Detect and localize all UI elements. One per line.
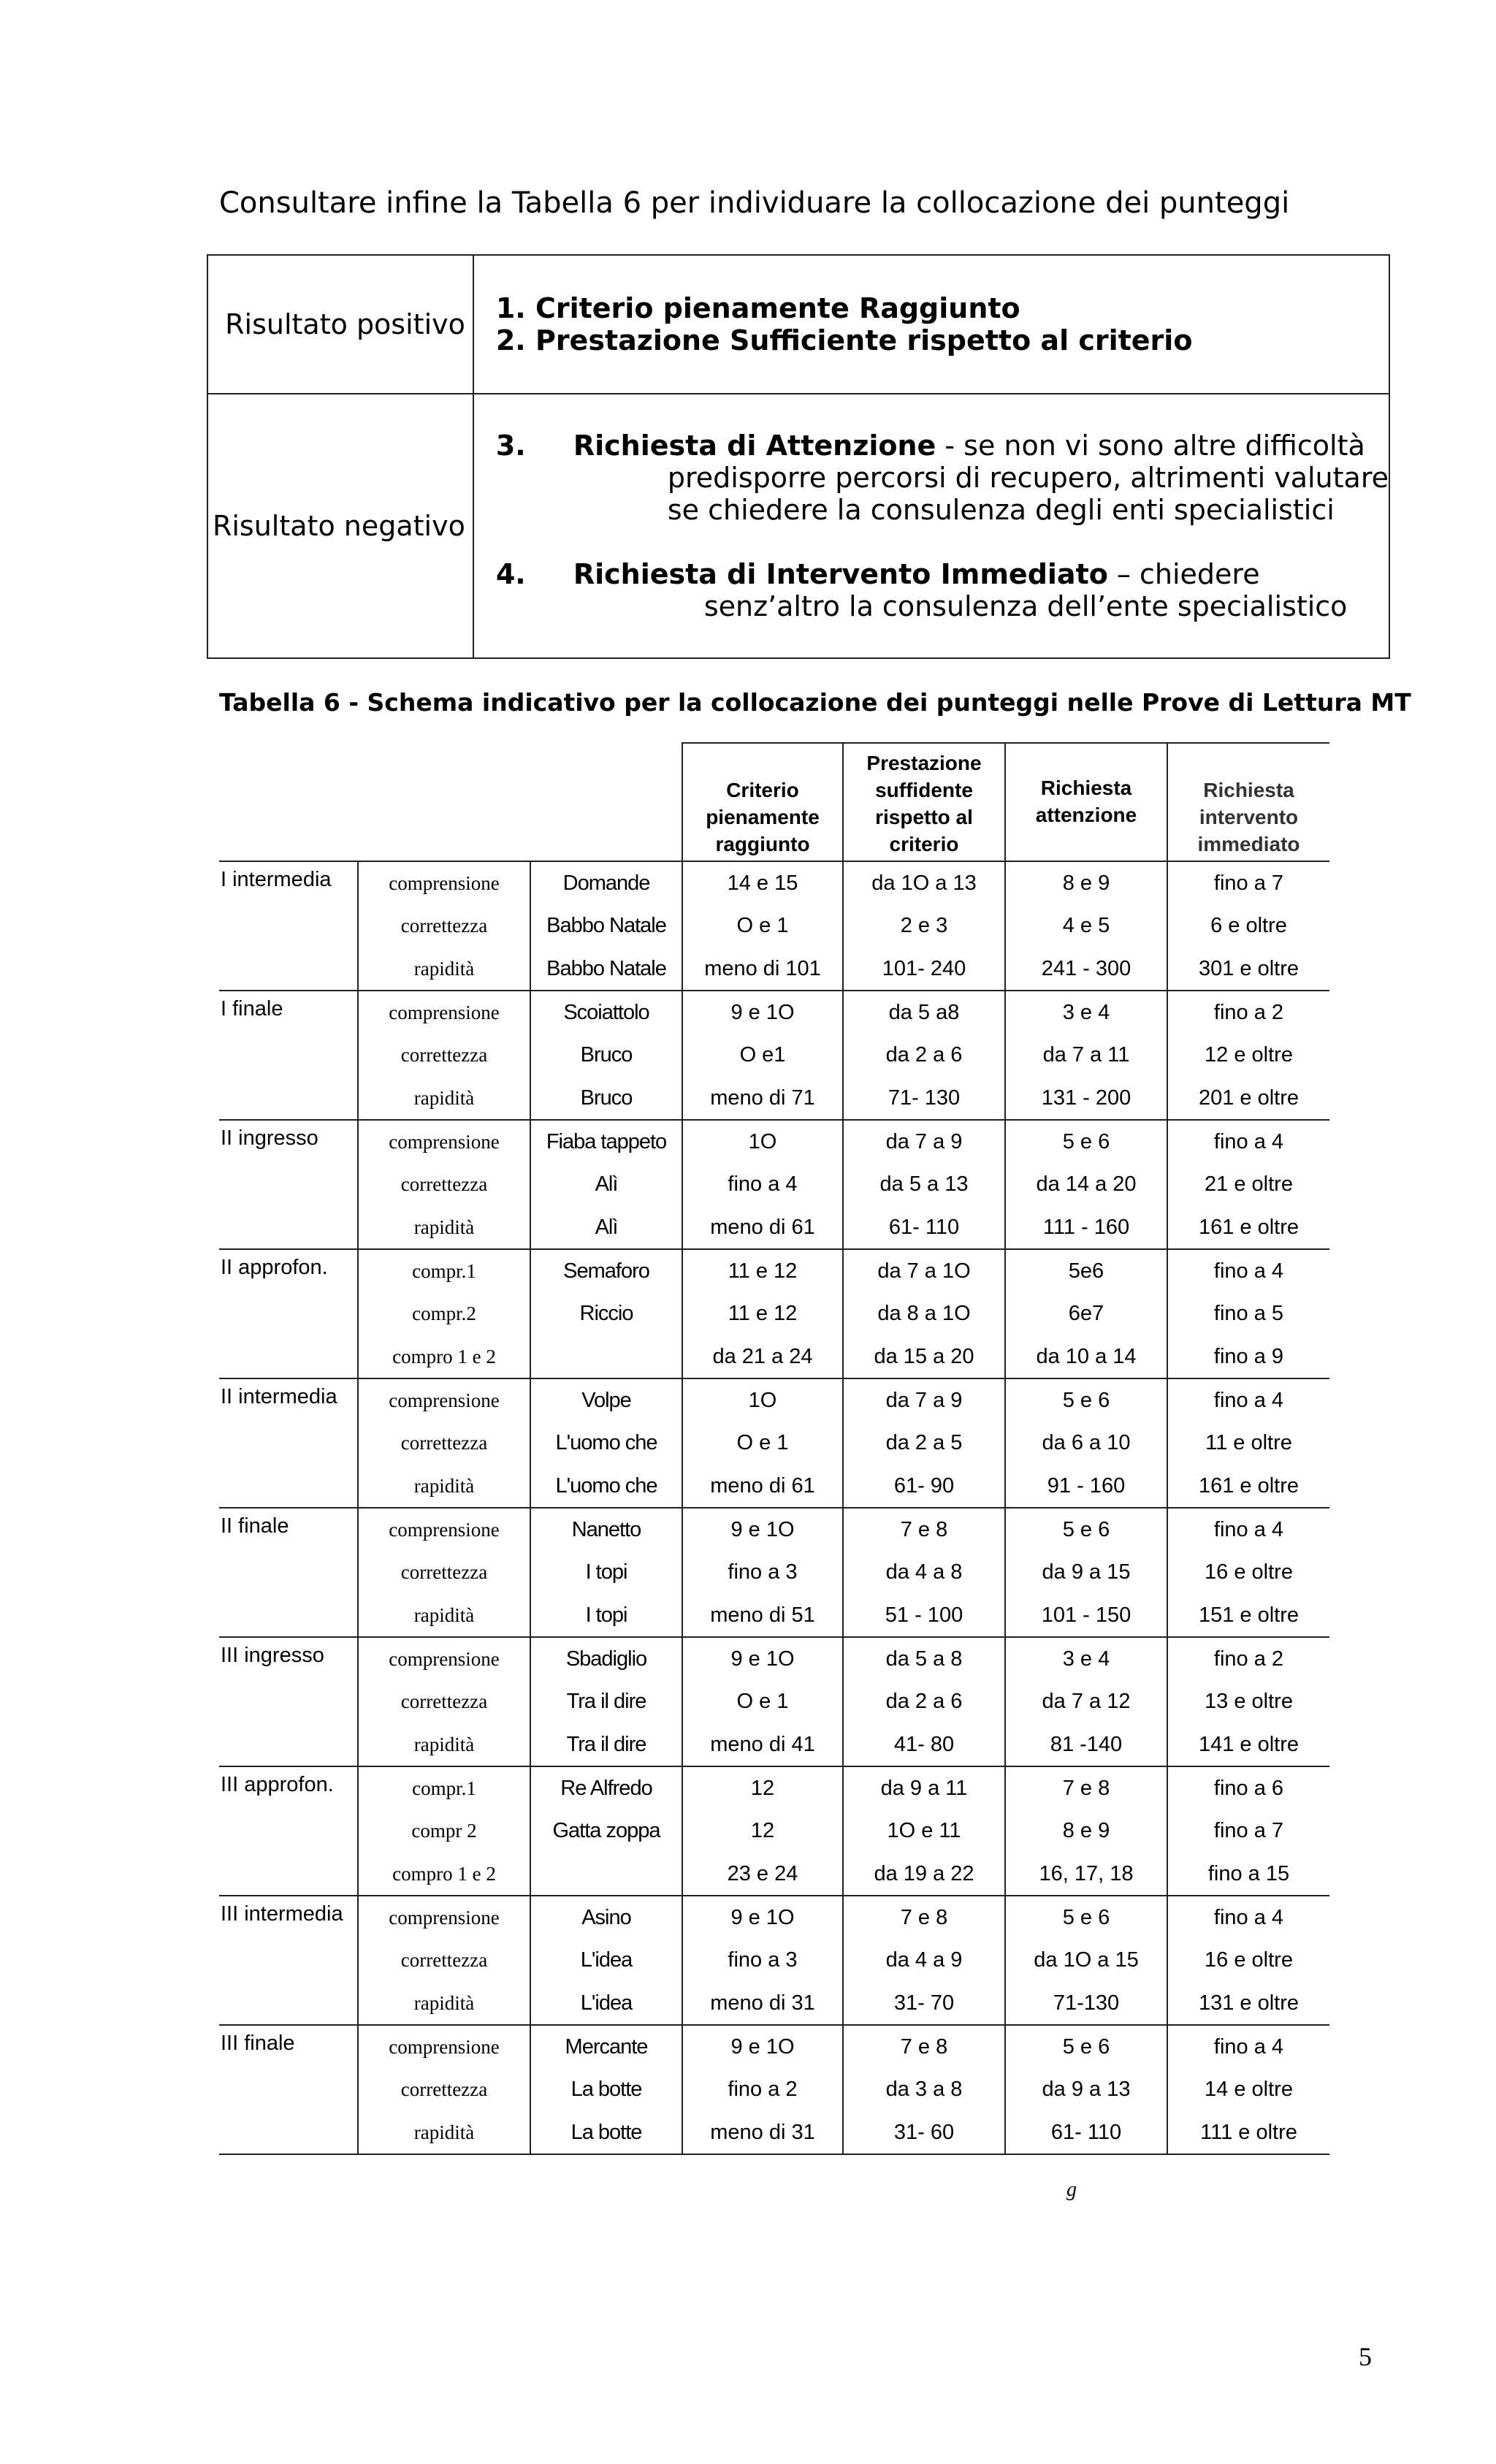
- intro-text: Consultare infine la Tabella 6 per individuare la collocazione dei punteggi: [219, 186, 1290, 220]
- test-cell: L'uomo che: [530, 1465, 682, 1508]
- table-row: [219, 1077, 1329, 1120]
- table-row: [219, 1034, 1329, 1077]
- header-prestazione-sufficiente: Prestazione suffidente rispetto al criterio: [843, 743, 1005, 861]
- class-cell: [219, 1939, 358, 1982]
- negative-label: Risultato negativo: [207, 394, 473, 658]
- attenzione-cell: 111 - 160: [1005, 1206, 1167, 1249]
- criterio-cell: 12: [682, 1809, 843, 1853]
- test-cell: I topi: [530, 1594, 682, 1637]
- skill-cell: correttezza: [358, 1680, 530, 1723]
- test-cell: L'idea: [530, 1939, 682, 1982]
- table-row: [219, 2068, 1329, 2111]
- sufficiente-cell: 61- 110: [843, 1206, 1005, 1249]
- test-cell: L'idea: [530, 1982, 682, 2025]
- sufficiente-cell: 71- 130: [843, 1077, 1005, 1120]
- attenzione-cell: da 6 a 10: [1005, 1422, 1167, 1465]
- table-row: [219, 1809, 1329, 1853]
- attenzione-cell: 81 -140: [1005, 1723, 1167, 1766]
- sufficiente-cell: da 7 a 1O: [843, 1249, 1005, 1292]
- intervento-cell: 14 e oltre: [1167, 2068, 1329, 2111]
- skill-cell: compro 1 e 2: [358, 1335, 530, 1378]
- skill-cell: correttezza: [358, 1551, 530, 1594]
- test-cell: I topi: [530, 1551, 682, 1594]
- sufficiente-cell: 61- 90: [843, 1465, 1005, 1508]
- test-cell: Volpe: [530, 1378, 682, 1422]
- table-row: [219, 1766, 1329, 1809]
- test-cell: Nanetto: [530, 1508, 682, 1551]
- skill-cell: rapidità: [358, 1723, 530, 1766]
- skill-cell: rapidità: [358, 2111, 530, 2154]
- table-row: [219, 947, 1329, 991]
- table-body: [219, 861, 1329, 2154]
- skill-cell: comprensione: [358, 1896, 530, 1939]
- table-row: [219, 2025, 1329, 2068]
- attenzione-cell: 3 e 4: [1005, 1637, 1167, 1680]
- intervento-cell: 6 e oltre: [1167, 904, 1329, 947]
- attenzione-cell: 61- 110: [1005, 2111, 1167, 2154]
- attenzione-cell: 5 e 6: [1005, 2025, 1167, 2068]
- sufficiente-cell: da 2 a 6: [843, 1680, 1005, 1723]
- table-row: [219, 1206, 1329, 1249]
- skill-cell: comprensione: [358, 991, 530, 1034]
- class-cell: [219, 1034, 358, 1077]
- table-header-row: [219, 743, 1329, 861]
- sufficiente-cell: da 2 a 5: [843, 1422, 1005, 1465]
- criterio-cell: 9 e 1O: [682, 1637, 843, 1680]
- criterio-cell: fino a 3: [682, 1551, 843, 1594]
- sufficiente-cell: da 2 a 6: [843, 1034, 1005, 1077]
- skill-cell: correttezza: [358, 1939, 530, 1982]
- class-cell: [219, 1077, 358, 1120]
- item-title: Richiesta di Attenzione: [573, 430, 936, 462]
- criterio-cell: fino a 2: [682, 2068, 843, 2111]
- criterio-cell: O e1: [682, 1034, 843, 1077]
- item-number: 4.: [495, 558, 526, 590]
- skill-cell: correttezza: [358, 1422, 530, 1465]
- class-cell: [219, 1206, 358, 1249]
- intervento-cell: fino a 7: [1167, 1809, 1329, 1853]
- legend-negative-row: [207, 394, 1389, 658]
- sufficiente-cell: da 19 a 22: [843, 1853, 1005, 1896]
- test-cell: [530, 1853, 682, 1896]
- legend-positive-row: [207, 255, 1389, 394]
- criterio-cell: meno di 51: [682, 1594, 843, 1637]
- table-row: [219, 1508, 1329, 1551]
- page-number: 5: [1359, 2342, 1372, 2371]
- criterio-cell: 9 e 1O: [682, 1508, 843, 1551]
- table-row: [219, 1551, 1329, 1594]
- attenzione-cell: 91 - 160: [1005, 1465, 1167, 1508]
- table-row: [219, 1422, 1329, 1465]
- intervento-cell: fino a 5: [1167, 1292, 1329, 1335]
- class-cell: [219, 2111, 358, 2154]
- item-continuation: se chiedere la consulenza degli enti specialistici: [667, 494, 1335, 526]
- header-blank: [530, 743, 682, 861]
- table-row: [219, 1982, 1329, 2025]
- criterio-cell: 11 e 12: [682, 1292, 843, 1335]
- table-row: [219, 1378, 1329, 1422]
- attenzione-cell: da 14 a 20: [1005, 1163, 1167, 1206]
- class-cell: II intermedia: [219, 1378, 358, 1422]
- class-cell: [219, 1465, 358, 1508]
- table-row: [219, 1335, 1329, 1378]
- intervento-cell: fino a 6: [1167, 1766, 1329, 1809]
- criterio-cell: 1O: [682, 1120, 843, 1163]
- intervento-cell: 16 e oltre: [1167, 1551, 1329, 1594]
- intervento-cell: 21 e oltre: [1167, 1163, 1329, 1206]
- item-text: - se non vi sono altre difficoltà: [936, 430, 1365, 462]
- attenzione-cell: 3 e 4: [1005, 991, 1167, 1034]
- score-table: [219, 742, 1329, 2155]
- sufficiente-cell: da 5 a 8: [843, 1637, 1005, 1680]
- intervento-cell: 111 e oltre: [1167, 2111, 1329, 2154]
- attenzione-cell: 5e6: [1005, 1249, 1167, 1292]
- test-cell: Semaforo: [530, 1249, 682, 1292]
- skill-cell: comprensione: [358, 1637, 530, 1680]
- table-row: [219, 1853, 1329, 1896]
- sufficiente-cell: 1O e 11: [843, 1809, 1005, 1853]
- result-legend: [207, 254, 1390, 659]
- sufficiente-cell: da 7 a 9: [843, 1120, 1005, 1163]
- criterio-cell: 11 e 12: [682, 1249, 843, 1292]
- skill-cell: correttezza: [358, 2068, 530, 2111]
- skill-cell: compro 1 e 2: [358, 1853, 530, 1896]
- skill-cell: rapidità: [358, 1465, 530, 1508]
- table-row: [219, 1594, 1329, 1637]
- criterio-cell: 1O: [682, 1378, 843, 1422]
- table-row: [219, 1939, 1329, 1982]
- positive-item: 2. Prestazione Sufficiente rispetto al criterio: [495, 324, 1193, 356]
- table-row: [219, 1163, 1329, 1206]
- test-cell: La botte: [530, 2111, 682, 2154]
- sufficiente-cell: 101- 240: [843, 947, 1005, 991]
- attenzione-cell: 241 - 300: [1005, 947, 1167, 991]
- header-richiesta-attenzione: Richiesta attenzione: [1005, 743, 1167, 861]
- intervento-cell: 201 e oltre: [1167, 1077, 1329, 1120]
- sufficiente-cell: 7 e 8: [843, 1508, 1005, 1551]
- test-cell: Re Alfredo: [530, 1766, 682, 1809]
- intervento-cell: fino a 7: [1167, 861, 1329, 904]
- table-row: [219, 904, 1329, 947]
- table-caption: Tabella 6 - Schema indicativo per la collocazione dei punteggi nelle Prove di Lettura MT: [219, 688, 1411, 717]
- skill-cell: comprensione: [358, 861, 530, 904]
- header-criterio-raggiunto: Criterio pienamente raggiunto: [682, 743, 843, 861]
- table-row: [219, 1249, 1329, 1292]
- criterio-cell: fino a 4: [682, 1163, 843, 1206]
- intervento-cell: fino a 4: [1167, 1896, 1329, 1939]
- class-cell: [219, 1163, 358, 1206]
- class-cell: II ingresso: [219, 1120, 358, 1163]
- sufficiente-cell: 41- 80: [843, 1723, 1005, 1766]
- positive-item: 1. Criterio pienamente Raggiunto: [495, 292, 1020, 324]
- test-cell: Gatta zoppa: [530, 1809, 682, 1853]
- intervento-cell: 301 e oltre: [1167, 947, 1329, 991]
- attenzione-cell: 8 e 9: [1005, 861, 1167, 904]
- test-cell: Fiaba tappeto: [530, 1120, 682, 1163]
- skill-cell: rapidità: [358, 1594, 530, 1637]
- criterio-cell: meno di 31: [682, 2111, 843, 2154]
- attenzione-cell: da 7 a 11: [1005, 1034, 1167, 1077]
- skill-cell: correttezza: [358, 904, 530, 947]
- intervento-cell: 11 e oltre: [1167, 1422, 1329, 1465]
- criterio-cell: 9 e 1O: [682, 2025, 843, 2068]
- intervento-cell: 13 e oltre: [1167, 1680, 1329, 1723]
- attenzione-cell: 5 e 6: [1005, 1896, 1167, 1939]
- class-cell: [219, 1809, 358, 1853]
- test-cell: L'uomo che: [530, 1422, 682, 1465]
- sufficiente-cell: da 9 a 11: [843, 1766, 1005, 1809]
- sufficiente-cell: da 3 a 8: [843, 2068, 1005, 2111]
- class-cell: [219, 1551, 358, 1594]
- criterio-cell: meno di 61: [682, 1206, 843, 1249]
- negative-items: [473, 394, 1389, 658]
- intervento-cell: 12 e oltre: [1167, 1034, 1329, 1077]
- sufficiente-cell: 7 e 8: [843, 2025, 1005, 2068]
- class-cell: II finale: [219, 1508, 358, 1551]
- skill-cell: compr.2: [358, 1292, 530, 1335]
- item-continuation: senz’altro la consulenza dell’ente specialistico: [703, 590, 1348, 622]
- table-row: [219, 2111, 1329, 2154]
- attenzione-cell: da 10 a 14: [1005, 1335, 1167, 1378]
- class-cell: [219, 1422, 358, 1465]
- skill-cell: rapidità: [358, 1982, 530, 2025]
- class-cell: [219, 1335, 358, 1378]
- intervento-cell: 16 e oltre: [1167, 1939, 1329, 1982]
- intervento-cell: fino a 2: [1167, 991, 1329, 1034]
- intervento-cell: 161 e oltre: [1167, 1206, 1329, 1249]
- attenzione-cell: da 7 a 12: [1005, 1680, 1167, 1723]
- criterio-cell: 12: [682, 1766, 843, 1809]
- attenzione-cell: 16, 17, 18: [1005, 1853, 1167, 1896]
- attenzione-cell: 131 - 200: [1005, 1077, 1167, 1120]
- test-cell: Asino: [530, 1896, 682, 1939]
- class-cell: [219, 1982, 358, 2025]
- intervento-cell: fino a 4: [1167, 1378, 1329, 1422]
- criterio-cell: meno di 61: [682, 1465, 843, 1508]
- intervento-cell: 161 e oltre: [1167, 1465, 1329, 1508]
- class-cell: III finale: [219, 2025, 358, 2068]
- criterio-cell: da 21 a 24: [682, 1335, 843, 1378]
- skill-cell: comprensione: [358, 1120, 530, 1163]
- test-cell: Babbo Natale: [530, 904, 682, 947]
- class-cell: III approfon.: [219, 1766, 358, 1809]
- sufficiente-cell: da 5 a8: [843, 991, 1005, 1034]
- sufficiente-cell: da 8 a 1O: [843, 1292, 1005, 1335]
- test-cell: Tra il dire: [530, 1723, 682, 1766]
- item-continuation: predisporre percorsi di recupero, altrimenti valutare: [667, 462, 1389, 494]
- sufficiente-cell: da 4 a 9: [843, 1939, 1005, 1982]
- test-cell: Mercante: [530, 2025, 682, 2068]
- table-row: [219, 1465, 1329, 1508]
- header-blank: [219, 743, 358, 861]
- criterio-cell: 9 e 1O: [682, 1896, 843, 1939]
- test-cell: Alì: [530, 1163, 682, 1206]
- skill-cell: comprensione: [358, 1378, 530, 1422]
- header-intervento-immediato: Richiesta intervento immediato: [1167, 743, 1329, 861]
- criterio-cell: O e 1: [682, 1680, 843, 1723]
- sufficiente-cell: 7 e 8: [843, 1896, 1005, 1939]
- intervento-cell: fino a 9: [1167, 1335, 1329, 1378]
- skill-cell: compr.1: [358, 1766, 530, 1809]
- skill-cell: correttezza: [358, 1163, 530, 1206]
- attenzione-cell: 101 - 150: [1005, 1594, 1167, 1637]
- intervento-cell: fino a 15: [1167, 1853, 1329, 1896]
- intervento-cell: fino a 4: [1167, 1120, 1329, 1163]
- attenzione-cell: 5 e 6: [1005, 1120, 1167, 1163]
- test-cell: Bruco: [530, 1077, 682, 1120]
- table-row: [219, 1120, 1329, 1163]
- attenzione-cell: 4 e 5: [1005, 904, 1167, 947]
- sufficiente-cell: da 15 a 20: [843, 1335, 1005, 1378]
- test-cell: Riccio: [530, 1292, 682, 1335]
- negative-item-attention: [496, 430, 1389, 526]
- class-cell: III intermedia: [219, 1896, 358, 1939]
- sufficiente-cell: da 1O a 13: [843, 861, 1005, 904]
- intervento-cell: fino a 4: [1167, 1508, 1329, 1551]
- skill-cell: rapidità: [358, 947, 530, 991]
- criterio-cell: O e 1: [682, 1422, 843, 1465]
- table-row: [219, 1292, 1329, 1335]
- criterio-cell: 14 e 15: [682, 861, 843, 904]
- class-cell: [219, 1680, 358, 1723]
- intervento-cell: fino a 4: [1167, 1249, 1329, 1292]
- intervento-cell: 141 e oltre: [1167, 1723, 1329, 1766]
- test-cell: [530, 1335, 682, 1378]
- intervento-cell: fino a 2: [1167, 1637, 1329, 1680]
- table-row: [219, 991, 1329, 1034]
- test-cell: Scoiattolo: [530, 991, 682, 1034]
- class-cell: [219, 947, 358, 991]
- sufficiente-cell: da 5 a 13: [843, 1163, 1005, 1206]
- class-cell: [219, 1292, 358, 1335]
- class-cell: I intermedia: [219, 861, 358, 904]
- test-cell: Sbadiglio: [530, 1637, 682, 1680]
- sufficiente-cell: da 4 a 8: [843, 1551, 1005, 1594]
- criterio-cell: 23 e 24: [682, 1853, 843, 1896]
- intervento-cell: fino a 4: [1167, 2025, 1329, 2068]
- skill-cell: comprensione: [358, 2025, 530, 2068]
- positive-items: [473, 255, 1389, 394]
- intervento-cell: 151 e oltre: [1167, 1594, 1329, 1637]
- skill-cell: compr.1: [358, 1249, 530, 1292]
- test-cell: Bruco: [530, 1034, 682, 1077]
- skill-cell: rapidità: [358, 1206, 530, 1249]
- class-cell: [219, 1594, 358, 1637]
- intervento-cell: 131 e oltre: [1167, 1982, 1329, 2025]
- test-cell: Alì: [530, 1206, 682, 1249]
- attenzione-cell: 8 e 9: [1005, 1809, 1167, 1853]
- header-blank: [358, 743, 530, 861]
- attenzione-cell: 5 e 6: [1005, 1508, 1167, 1551]
- table-row: [219, 1637, 1329, 1680]
- test-cell: Domande: [530, 861, 682, 904]
- skill-cell: rapidità: [358, 1077, 530, 1120]
- class-cell: [219, 1853, 358, 1896]
- item-text: – chiedere: [1107, 558, 1260, 590]
- attenzione-cell: 5 e 6: [1005, 1378, 1167, 1422]
- attenzione-cell: 7 e 8: [1005, 1766, 1167, 1809]
- sufficiente-cell: da 7 a 9: [843, 1378, 1005, 1422]
- item-number: 3.: [495, 430, 526, 462]
- test-cell: La botte: [530, 2068, 682, 2111]
- criterio-cell: O e 1: [682, 904, 843, 947]
- criterio-cell: meno di 31: [682, 1982, 843, 2025]
- attenzione-cell: 71-130: [1005, 1982, 1167, 2025]
- skill-cell: comprensione: [358, 1508, 530, 1551]
- class-cell: III ingresso: [219, 1637, 358, 1680]
- sufficiente-cell: 2 e 3: [843, 904, 1005, 947]
- sufficiente-cell: 31- 60: [843, 2111, 1005, 2154]
- test-cell: Babbo Natale: [530, 947, 682, 991]
- negative-item-intervention: [496, 558, 1389, 622]
- table-row: [219, 1896, 1329, 1939]
- class-cell: [219, 2068, 358, 2111]
- sufficiente-cell: 51 - 100: [843, 1594, 1005, 1637]
- sufficiente-cell: 31- 70: [843, 1982, 1005, 2025]
- attenzione-cell: da 9 a 15: [1005, 1551, 1167, 1594]
- table-row: [219, 1680, 1329, 1723]
- criterio-cell: fino a 3: [682, 1939, 843, 1982]
- class-cell: [219, 904, 358, 947]
- positive-label: Risultato positivo: [207, 255, 473, 394]
- stray-mark: g: [1066, 2178, 1077, 2201]
- criterio-cell: meno di 101: [682, 947, 843, 991]
- skill-cell: correttezza: [358, 1034, 530, 1077]
- criterio-cell: meno di 41: [682, 1723, 843, 1766]
- criterio-cell: meno di 71: [682, 1077, 843, 1120]
- attenzione-cell: 6e7: [1005, 1292, 1167, 1335]
- item-title: Richiesta di Intervento Immediato: [573, 558, 1108, 590]
- class-cell: [219, 1723, 358, 1766]
- table-row: [219, 861, 1329, 904]
- table-row: [219, 1723, 1329, 1766]
- class-cell: I finale: [219, 991, 358, 1034]
- attenzione-cell: da 9 a 13: [1005, 2068, 1167, 2111]
- criterio-cell: 9 e 1O: [682, 991, 843, 1034]
- test-cell: Tra il dire: [530, 1680, 682, 1723]
- attenzione-cell: da 1O a 15: [1005, 1939, 1167, 1982]
- class-cell: II approfon.: [219, 1249, 358, 1292]
- skill-cell: compr 2: [358, 1809, 530, 1853]
